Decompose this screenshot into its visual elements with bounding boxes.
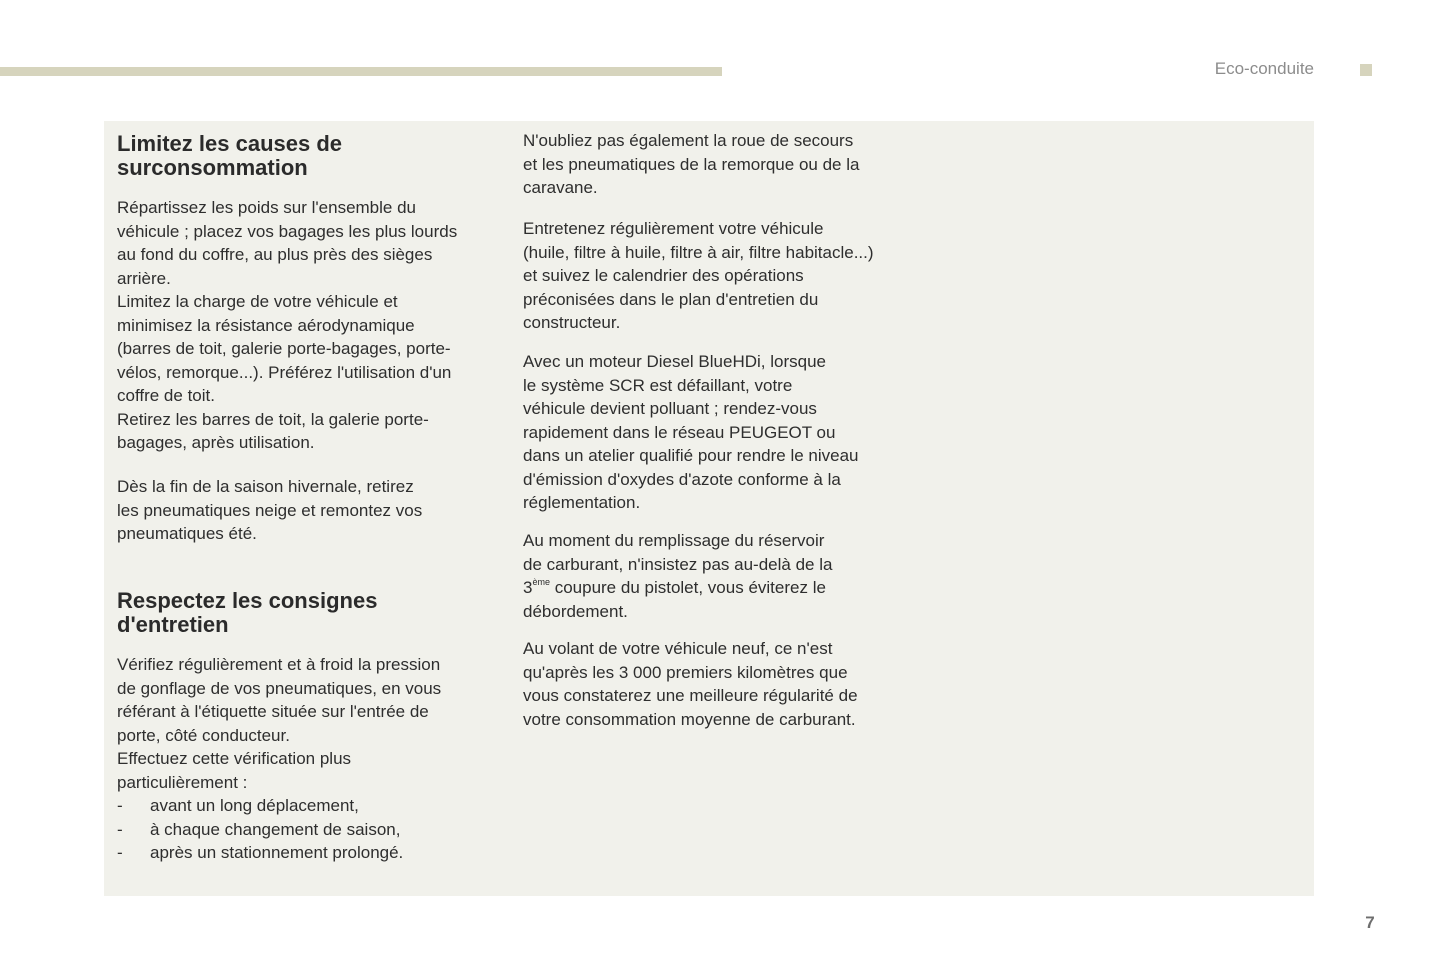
- bullet-marker: -: [117, 819, 123, 839]
- ordinal-number: 3: [523, 578, 533, 597]
- bullet-text: après un stationnement prolongé.: [150, 843, 404, 862]
- section-marker-icon: [1360, 64, 1372, 76]
- list-item: [117, 818, 492, 842]
- paragraph-winter-tyres: Dès la fin de la saison hivernale, retirez les pneumatiques neige et remontez vos pneumatiques été.: [117, 477, 423, 543]
- header-decorative-bar: [0, 67, 722, 76]
- bullet-marker: -: [117, 796, 123, 815]
- refuelling-line-4: débordement.: [523, 601, 628, 621]
- heading-surconsommation: Limitez les causes de surconsommation: [117, 131, 342, 180]
- bullet-text: avant un long déplacement,: [150, 796, 359, 815]
- paragraph-weight-distribution: Répartissez les poids sur l'ensemble du véhicule ; placez vos bagages les plus lourds au fond du coffre, au plus près des sièges arrière. Limitez la charge de votre véhicule et minimisez la résistance aérodynamique (barres de toit, galerie porte-bagages, porte- vélos, remorque...). Préférez l'utilisation d'un coffre de toit. Retirez les barres de toit, la galerie porte- bagages, après utilisation.: [117, 198, 458, 452]
- bullet-marker: -: [117, 843, 123, 862]
- ordinal-suffix: ème: [532, 577, 550, 587]
- refuelling-line-3: [523, 576, 913, 600]
- bullet-text: à chaque changement de saison,: [150, 819, 401, 839]
- page-number: 7: [1365, 913, 1375, 932]
- paragraph-new-vehicle: Au volant de votre véhicule neuf, ce n'est qu'après les 3 000 premiers kilomètres que vous constaterez une meilleure régularité de votre consommation moyenne de carburant.: [523, 639, 858, 729]
- paragraph-bluehdi: Avec un moteur Diesel BlueHDi, lorsque le système SCR est défaillant, votre véhicule devient polluant ; rendez-vous rapidement dans le réseau PEUGEOT ou dans un atelier qualifié pour rendre le niveau d'émission d'oxydes d'azote conforme à la réglementation.: [523, 352, 859, 512]
- bullet-list: [117, 794, 492, 865]
- refuelling-line-1: Au moment du remplissage du réservoir: [523, 531, 825, 550]
- paragraph-refuelling: [523, 529, 913, 623]
- refuelling-line-3-rest: coupure du pistolet, vous éviterez le: [549, 578, 826, 597]
- list-item: [117, 794, 492, 818]
- list-item: [117, 841, 492, 865]
- paragraph-tyre-pressure: Vérifiez régulièrement et à froid la pression de gonflage de vos pneumatiques, en vous référant à l'étiquette située sur l'entrée de porte, côté conducteur. Effectuez cette vérification plus particulièrement :: [117, 655, 442, 792]
- section-title: Eco-conduite: [1214, 59, 1314, 78]
- content-panel: [104, 121, 1314, 896]
- paragraph-spare-wheel: N'oubliez pas également la roue de secours et les pneumatiques de la remorque ou de la caravane.: [523, 131, 860, 197]
- refuelling-line-2: de carburant, n'insistez pas au-delà de la: [523, 554, 833, 574]
- heading-entretien: Respectez les consignes d'entretien: [117, 588, 378, 637]
- paragraph-maintenance: Entretenez régulièrement votre véhicule (huile, filtre à huile, filtre à air, filtre habitacle...) et suivez le calendrier des opérations préconisées dans le plan d'entretien du constructeur.: [523, 219, 874, 332]
